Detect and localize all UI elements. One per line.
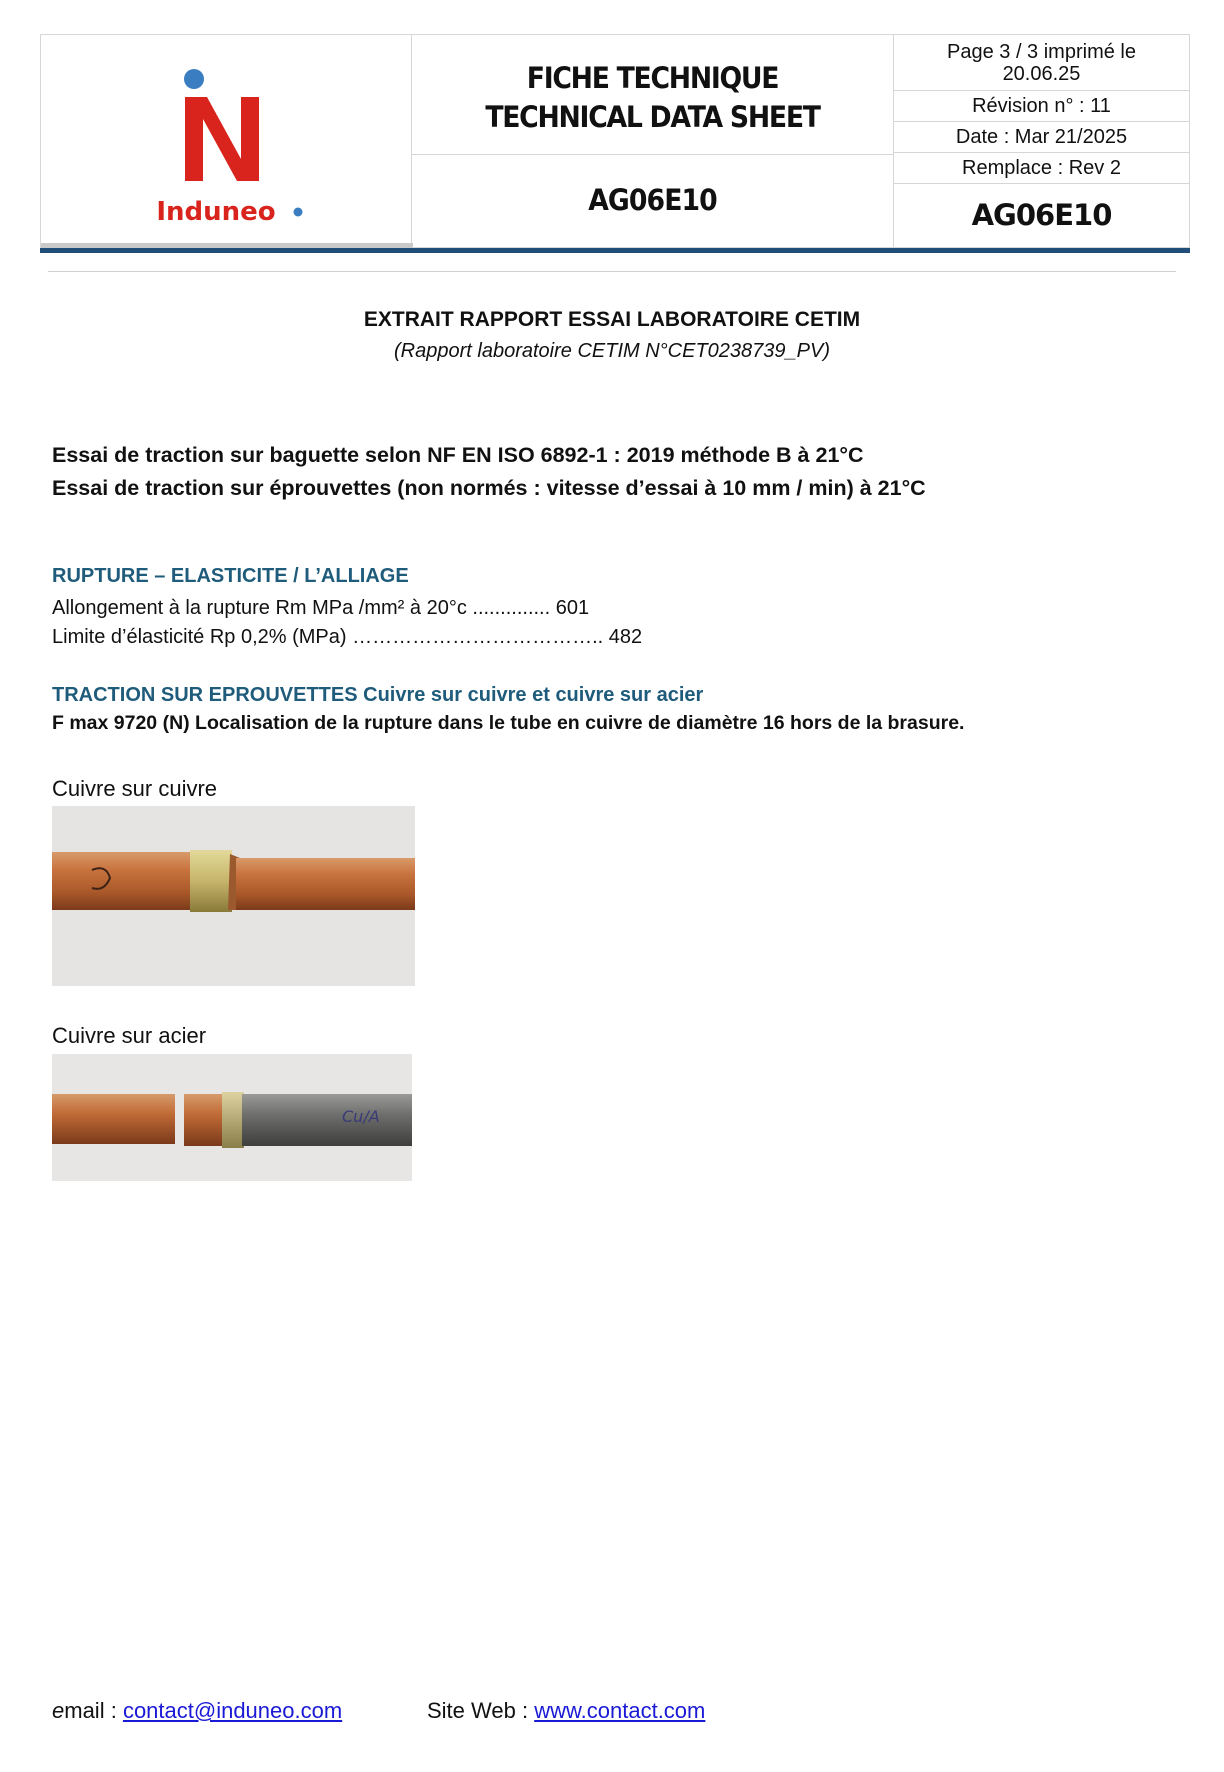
test-description-2: Essai de traction sur éprouvettes (non normés : vitesse d’essai à 10 mm / min) à 21°C: [52, 476, 926, 500]
rupture-yield-strength: Limite d’élasticité Rp 0,2% (MPa) ……………………………….. 482: [52, 626, 643, 648]
header-divider: [40, 248, 1190, 253]
test-description-1: Essai de traction sur baguette selon NF EN ISO 6892-1 : 2019 méthode B à 21°C: [52, 443, 864, 467]
photo-caption-copper-copper: Cuivre sur cuivre: [52, 776, 218, 801]
logo-dot-icon: [184, 69, 204, 89]
traction-heading: TRACTION SUR EPROUVETTES Cuivre sur cuivre et cuivre sur acier: [52, 684, 704, 706]
page-info: Page 3 / 3 imprimé le 20.06.25: [894, 35, 1189, 91]
title-cell: [412, 34, 893, 248]
rupture-elongation: Allongement à la rupture Rm MPa /mm² à 20°c .............. 601: [52, 597, 590, 619]
sheet-title: FICHE TECHNIQUE TECHNICAL DATA SHEET: [485, 61, 820, 134]
photo-copper-on-copper: [52, 806, 415, 986]
photo-caption-copper-steel: Cuivre sur acier: [52, 1023, 207, 1048]
footer-website: Site Web : www.contact.com: [427, 1698, 706, 1723]
document-header: [40, 34, 1190, 256]
revision-date: Date : Mar 21/2025: [894, 122, 1189, 153]
rupture-heading: RUPTURE – ELASTICITE / L’ALLIAGE: [52, 565, 409, 587]
footer-email: email : contact@induneo.com: [52, 1698, 343, 1723]
logo-wordmark: Induneo: [156, 197, 276, 227]
traction-result: F max 9720 (N) Localisation de la rupture dans le tube en cuivre de diamètre 16 hors de la brasure.: [52, 712, 965, 734]
product-code-right: AG06E10: [971, 198, 1112, 232]
email-link[interactable]: contact@induneo.com: [122, 1698, 343, 1723]
report-title: EXTRAIT RAPPORT ESSAI LABORATOIRE CETIM: [363, 308, 861, 331]
revision-number: Révision n° : 11: [894, 91, 1189, 122]
induneo-logo: [41, 35, 413, 243]
logo-cell: [40, 34, 412, 248]
report-reference: (Rapport laboratoire CETIM N°CET0238739_PV): [394, 340, 830, 362]
photo-copper-on-steel: [52, 1054, 412, 1181]
document-info-cell: [893, 34, 1190, 248]
separator-line: [48, 271, 1176, 272]
replaces-revision: Remplace : Rev 2: [894, 153, 1189, 184]
product-code: AG06E10: [588, 183, 717, 217]
website-link[interactable]: www.contact.com: [534, 1698, 706, 1723]
steel-marking: Cu/A: [342, 1107, 380, 1126]
